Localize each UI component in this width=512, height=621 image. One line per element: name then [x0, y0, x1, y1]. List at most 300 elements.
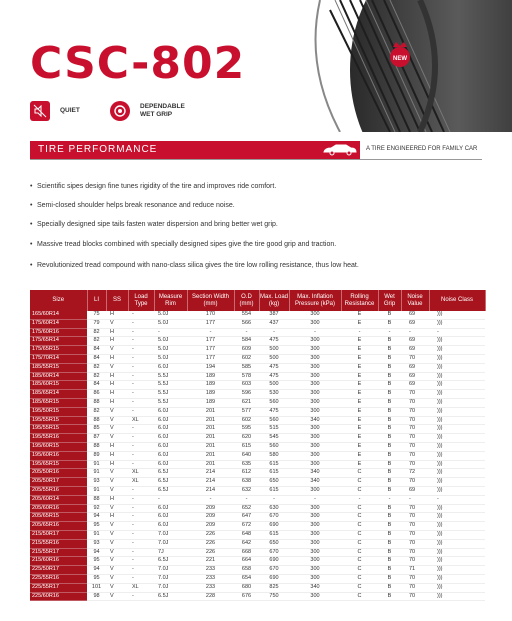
table-cell: 94: [87, 513, 106, 522]
table-cell: -: [259, 495, 289, 504]
table-cell: H: [106, 311, 128, 319]
column-header: Measure Rim: [154, 290, 187, 311]
column-header: SS: [106, 290, 128, 311]
table-cell: 640: [234, 451, 259, 460]
table-cell: C: [341, 592, 378, 601]
spec-table-body: [30, 311, 485, 601]
table-cell: 584: [234, 337, 259, 346]
table-cell: 650: [259, 478, 289, 487]
table-cell: B: [378, 522, 401, 531]
table-cell: ))): [429, 337, 485, 346]
table-cell: 300: [289, 530, 341, 539]
table-cell: 84: [87, 354, 106, 363]
table-cell: 70: [401, 504, 429, 513]
table-cell: -: [128, 390, 154, 399]
table-cell: B: [378, 478, 401, 487]
table-cell: 609: [234, 346, 259, 355]
table-cell: 300: [289, 451, 341, 460]
table-cell: 7.0J: [154, 530, 187, 539]
table-cell: -: [128, 319, 154, 328]
bullet-item: • Revolutionized tread compound with nano-class silica gives the tire low rolling resistance, thus low heat.: [30, 262, 490, 269]
table-cell: 189: [187, 390, 234, 399]
spec-table: [30, 290, 486, 601]
size-cell: 225/55R17: [30, 583, 87, 592]
table-cell: B: [378, 486, 401, 495]
table-cell: 596: [234, 390, 259, 399]
table-cell: 5.0J: [154, 337, 187, 346]
table-cell: ))): [429, 530, 485, 539]
table-row: [30, 583, 485, 592]
table-cell: ))): [429, 416, 485, 425]
table-cell: 70: [401, 557, 429, 566]
table-cell: 82: [87, 328, 106, 337]
table-cell: ))): [429, 548, 485, 557]
table-cell: 300: [289, 425, 341, 434]
table-row: [30, 381, 485, 390]
table-cell: V: [106, 434, 128, 443]
table-cell: 214: [187, 486, 234, 495]
table-cell: 70: [401, 451, 429, 460]
table-cell: ))): [429, 522, 485, 531]
table-cell: 602: [234, 416, 259, 425]
table-cell: 6.5J: [154, 486, 187, 495]
table-cell: B: [378, 442, 401, 451]
table-cell: 70: [401, 398, 429, 407]
table-cell: ))): [429, 504, 485, 513]
table-cell: C: [341, 548, 378, 557]
table-cell: B: [378, 337, 401, 346]
table-cell: 7.0J: [154, 566, 187, 575]
column-header: Load Type: [128, 290, 154, 311]
table-cell: H: [106, 354, 128, 363]
table-cell: -: [128, 548, 154, 557]
table-cell: 6.0J: [154, 451, 187, 460]
table-cell: -: [401, 328, 429, 337]
table-cell: 825: [259, 583, 289, 592]
table-cell: ))): [429, 583, 485, 592]
table-cell: 233: [187, 566, 234, 575]
table-cell: 82: [87, 337, 106, 346]
table-cell: 69: [401, 311, 429, 319]
table-cell: ))): [429, 381, 485, 390]
table-cell: 300: [289, 398, 341, 407]
table-cell: 79: [87, 319, 106, 328]
table-cell: 7.0J: [154, 539, 187, 548]
table-cell: B: [378, 311, 401, 319]
table-cell: ))): [429, 451, 485, 460]
table-cell: 228: [187, 592, 234, 601]
table-cell: 664: [234, 557, 259, 566]
table-cell: C: [341, 469, 378, 478]
table-row: [30, 495, 485, 504]
table-cell: E: [341, 311, 378, 319]
table-row: [30, 574, 485, 583]
table-cell: 189: [187, 381, 234, 390]
table-cell: 6.0J: [154, 460, 187, 469]
bullet-item: • Scientific sipes design fine tunes rigidity of the tire and improves ride comfort.: [30, 183, 490, 190]
table-row: [30, 398, 485, 407]
table-cell: 70: [401, 513, 429, 522]
table-cell: 92: [87, 504, 106, 513]
table-cell: 209: [187, 513, 234, 522]
table-row: [30, 442, 485, 451]
table-cell: ))): [429, 425, 485, 434]
table-cell: ))): [429, 390, 485, 399]
table-cell: 300: [289, 363, 341, 372]
table-cell: 300: [289, 434, 341, 443]
table-cell: 500: [259, 381, 289, 390]
table-cell: B: [378, 451, 401, 460]
table-cell: B: [378, 346, 401, 355]
table-cell: H: [106, 442, 128, 451]
table-cell: -: [289, 328, 341, 337]
column-header: O.D (mm): [234, 290, 259, 311]
feature-wet-grip: [110, 101, 185, 121]
table-cell: B: [378, 592, 401, 601]
table-cell: C: [341, 539, 378, 548]
table-cell: 650: [259, 539, 289, 548]
table-cell: -: [187, 328, 234, 337]
table-cell: E: [341, 460, 378, 469]
table-cell: B: [378, 513, 401, 522]
table-cell: 70: [401, 548, 429, 557]
table-cell: ))): [429, 372, 485, 381]
table-cell: V: [106, 486, 128, 495]
table-cell: 340: [289, 478, 341, 487]
divider: [30, 159, 482, 160]
size-cell: 175/60R14: [30, 319, 87, 328]
table-cell: 670: [259, 566, 289, 575]
table-cell: V: [106, 592, 128, 601]
table-cell: 6.5J: [154, 469, 187, 478]
table-cell: V: [106, 574, 128, 583]
table-cell: 95: [87, 574, 106, 583]
table-cell: 209: [187, 504, 234, 513]
table-cell: C: [341, 522, 378, 531]
table-cell: H: [106, 495, 128, 504]
table-cell: 194: [187, 363, 234, 372]
table-cell: 70: [401, 583, 429, 592]
table-cell: 226: [187, 530, 234, 539]
size-cell: 205/60R14: [30, 495, 87, 504]
table-cell: 6.0J: [154, 522, 187, 531]
table-cell: -: [128, 566, 154, 575]
size-cell: 185/60R14: [30, 372, 87, 381]
wet-tire-icon: [110, 101, 130, 121]
table-cell: E: [341, 398, 378, 407]
table-cell: 615: [259, 486, 289, 495]
table-cell: -: [128, 442, 154, 451]
table-cell: 7.0J: [154, 574, 187, 583]
table-cell: -: [234, 495, 259, 504]
table-cell: 690: [259, 557, 289, 566]
column-header: LI: [87, 290, 106, 311]
table-cell: 300: [289, 372, 341, 381]
table-cell: -: [128, 460, 154, 469]
table-cell: 5.5J: [154, 372, 187, 381]
size-cell: 205/60R16: [30, 504, 87, 513]
size-cell: 185/65R15: [30, 398, 87, 407]
size-cell: 205/50R16: [30, 469, 87, 478]
table-cell: ))): [429, 592, 485, 601]
table-cell: 5.5J: [154, 381, 187, 390]
table-cell: 91: [87, 469, 106, 478]
table-cell: V: [106, 583, 128, 592]
table-cell: 201: [187, 442, 234, 451]
table-cell: -: [128, 539, 154, 548]
table-cell: 635: [234, 460, 259, 469]
size-cell: 205/65R15: [30, 513, 87, 522]
table-cell: 93: [87, 539, 106, 548]
table-cell: 612: [234, 469, 259, 478]
feature-wet-grip-label-line2: WET GRIP: [140, 111, 173, 118]
table-cell: 70: [401, 390, 429, 399]
table-cell: 94: [87, 548, 106, 557]
table-cell: 69: [401, 346, 429, 355]
table-cell: 340: [289, 416, 341, 425]
table-cell: 7J: [154, 548, 187, 557]
table-cell: E: [341, 381, 378, 390]
table-cell: 690: [259, 522, 289, 531]
table-cell: B: [378, 460, 401, 469]
table-cell: -: [128, 363, 154, 372]
table-cell: B: [378, 504, 401, 513]
table-cell: -: [128, 425, 154, 434]
table-cell: 300: [289, 566, 341, 575]
table-cell: 670: [259, 548, 289, 557]
table-cell: ))): [429, 486, 485, 495]
table-cell: -: [154, 495, 187, 504]
table-cell: 91: [87, 486, 106, 495]
table-cell: V: [106, 319, 128, 328]
table-cell: 595: [234, 425, 259, 434]
table-cell: V: [106, 566, 128, 575]
size-cell: 185/60R15: [30, 381, 87, 390]
table-cell: B: [378, 574, 401, 583]
table-cell: C: [341, 566, 378, 575]
table-cell: B: [378, 583, 401, 592]
table-cell: -: [128, 328, 154, 337]
table-cell: V: [106, 469, 128, 478]
table-cell: C: [341, 478, 378, 487]
table-cell: 91: [87, 530, 106, 539]
table-cell: 300: [289, 486, 341, 495]
feature-quiet-label: QUIET: [60, 107, 80, 114]
column-header: Max. Load (kg): [259, 290, 289, 311]
table-cell: 668: [234, 548, 259, 557]
size-cell: 175/70R14: [30, 354, 87, 363]
table-cell: XL: [128, 469, 154, 478]
table-cell: ))): [429, 311, 485, 319]
table-cell: 5.5J: [154, 398, 187, 407]
table-cell: 84: [87, 381, 106, 390]
table-cell: 603: [234, 381, 259, 390]
table-cell: B: [378, 354, 401, 363]
table-cell: B: [378, 539, 401, 548]
size-cell: 165/60R14: [30, 311, 87, 319]
table-cell: E: [341, 337, 378, 346]
table-row: [30, 522, 485, 531]
table-row: [30, 539, 485, 548]
table-cell: 577: [234, 407, 259, 416]
column-header: Wet Grip: [378, 290, 401, 311]
table-cell: 515: [259, 425, 289, 434]
table-cell: 95: [87, 557, 106, 566]
table-cell: ))): [429, 469, 485, 478]
table-cell: 638: [234, 478, 259, 487]
table-row: [30, 478, 485, 487]
table-cell: 70: [401, 425, 429, 434]
table-row: [30, 337, 485, 346]
table-cell: 670: [259, 513, 289, 522]
feature-quiet: [30, 101, 80, 121]
table-row: [30, 530, 485, 539]
table-cell: 615: [259, 460, 289, 469]
table-cell: ))): [429, 407, 485, 416]
table-cell: 300: [289, 407, 341, 416]
table-cell: 648: [234, 530, 259, 539]
table-cell: E: [341, 363, 378, 372]
table-cell: 85: [87, 425, 106, 434]
table-cell: 226: [187, 539, 234, 548]
size-cell: 205/55R16: [30, 486, 87, 495]
table-cell: -: [128, 451, 154, 460]
table-cell: E: [341, 442, 378, 451]
table-cell: 70: [401, 460, 429, 469]
table-cell: V: [106, 530, 128, 539]
size-cell: 195/60R16: [30, 451, 87, 460]
table-cell: 201: [187, 451, 234, 460]
table-cell: -: [128, 354, 154, 363]
table-cell: 84: [87, 346, 106, 355]
table-cell: 300: [289, 522, 341, 531]
table-cell: B: [378, 425, 401, 434]
table-cell: 201: [187, 460, 234, 469]
size-cell: 195/55R16: [30, 434, 87, 443]
table-cell: 189: [187, 398, 234, 407]
table-cell: -: [128, 337, 154, 346]
table-cell: H: [106, 328, 128, 337]
table-cell: B: [378, 363, 401, 372]
table-cell: V: [106, 522, 128, 531]
table-cell: 214: [187, 469, 234, 478]
table-cell: 500: [259, 354, 289, 363]
table-cell: 6.0J: [154, 442, 187, 451]
table-cell: 437: [259, 319, 289, 328]
table-cell: B: [378, 530, 401, 539]
table-cell: 101: [87, 583, 106, 592]
table-cell: -: [128, 346, 154, 355]
table-cell: C: [341, 504, 378, 513]
table-cell: 566: [234, 319, 259, 328]
table-cell: 70: [401, 592, 429, 601]
table-cell: 70: [401, 407, 429, 416]
column-header: Size: [30, 290, 87, 311]
table-row: [30, 513, 485, 522]
table-cell: 69: [401, 486, 429, 495]
table-cell: V: [106, 557, 128, 566]
table-cell: H: [106, 390, 128, 399]
table-cell: 177: [187, 319, 234, 328]
table-cell: 500: [259, 346, 289, 355]
table-cell: 69: [401, 337, 429, 346]
column-header: Noise Class: [429, 290, 485, 311]
table-cell: H: [106, 398, 128, 407]
table-cell: 6.0J: [154, 504, 187, 513]
size-cell: 205/65R16: [30, 522, 87, 531]
table-row: [30, 354, 485, 363]
table-cell: 69: [401, 381, 429, 390]
table-cell: B: [378, 319, 401, 328]
table-cell: 70: [401, 530, 429, 539]
performance-heading: TIRE PERFORMANCE: [38, 144, 158, 155]
table-cell: 642: [234, 539, 259, 548]
table-cell: 300: [289, 504, 341, 513]
table-cell: 300: [289, 574, 341, 583]
table-cell: V: [106, 504, 128, 513]
table-cell: H: [106, 372, 128, 381]
table-cell: 621: [234, 398, 259, 407]
column-header: Max. Inflation Pressure (kPa): [289, 290, 341, 311]
size-cell: 215/55R17: [30, 548, 87, 557]
table-cell: 620: [234, 434, 259, 443]
table-cell: 209: [187, 522, 234, 531]
table-cell: 6.0J: [154, 513, 187, 522]
table-cell: V: [106, 346, 128, 355]
table-cell: -: [429, 328, 485, 337]
table-cell: -: [128, 434, 154, 443]
car-icon: [322, 142, 358, 156]
table-cell: 214: [187, 478, 234, 487]
table-cell: E: [341, 425, 378, 434]
table-cell: 560: [259, 398, 289, 407]
table-cell: -: [128, 398, 154, 407]
table-cell: 177: [187, 337, 234, 346]
table-cell: E: [341, 354, 378, 363]
table-cell: B: [378, 372, 401, 381]
table-cell: 233: [187, 574, 234, 583]
table-cell: E: [341, 346, 378, 355]
table-cell: 87: [87, 434, 106, 443]
table-cell: 70: [401, 478, 429, 487]
table-row: [30, 407, 485, 416]
table-cell: 387: [259, 311, 289, 319]
table-cell: B: [378, 557, 401, 566]
table-cell: 475: [259, 372, 289, 381]
table-cell: E: [341, 390, 378, 399]
table-row: [30, 328, 485, 337]
table-cell: 676: [234, 592, 259, 601]
table-row: [30, 425, 485, 434]
table-cell: 652: [234, 504, 259, 513]
table-cell: 177: [187, 346, 234, 355]
table-row: [30, 372, 485, 381]
table-cell: 300: [289, 592, 341, 601]
table-cell: -: [341, 328, 378, 337]
table-cell: 615: [259, 530, 289, 539]
table-cell: -: [289, 495, 341, 504]
table-cell: V: [106, 407, 128, 416]
table-row: [30, 390, 485, 399]
table-cell: 6.5J: [154, 592, 187, 601]
table-cell: 578: [234, 372, 259, 381]
table-cell: 300: [289, 460, 341, 469]
size-cell: 195/55R15: [30, 425, 87, 434]
size-cell: 215/50R17: [30, 530, 87, 539]
table-cell: 71: [401, 566, 429, 575]
table-cell: ))): [429, 539, 485, 548]
table-cell: 69: [401, 372, 429, 381]
